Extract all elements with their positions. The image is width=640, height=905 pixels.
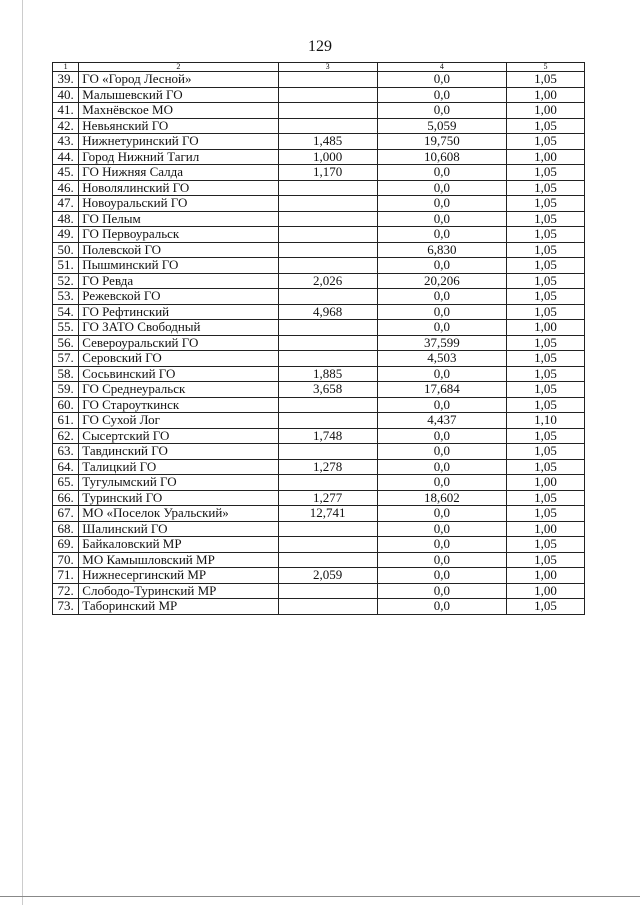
column-3-value-cell — [278, 413, 377, 429]
column-3-value-cell — [278, 583, 377, 599]
column-3-value-cell: 1,170 — [278, 165, 377, 181]
row-number-cell: 59. — [53, 382, 79, 398]
column-3-value-cell: 4,968 — [278, 304, 377, 320]
municipality-name-cell: ГО «Город Лесной» — [79, 72, 278, 88]
row-number-cell: 69. — [53, 537, 79, 553]
table-row — [53, 118, 585, 134]
column-3-value-cell — [278, 103, 377, 119]
column-4-value-cell: 0,0 — [377, 227, 506, 243]
row-number-cell: 73. — [53, 599, 79, 615]
municipality-name-cell: Новолялинский ГО — [79, 180, 278, 196]
column-3-value-cell — [278, 599, 377, 615]
row-number-cell: 70. — [53, 552, 79, 568]
row-number-cell: 47. — [53, 196, 79, 212]
column-5-value-cell: 1,05 — [507, 227, 585, 243]
row-number-cell: 41. — [53, 103, 79, 119]
column-4-value-cell: 0,0 — [377, 537, 506, 553]
municipality-name-cell: Тавдинский ГО — [79, 444, 278, 460]
column-3-value-cell — [278, 444, 377, 460]
column-3-value-cell — [278, 537, 377, 553]
column-5-value-cell: 1,05 — [507, 490, 585, 506]
column-3-value-cell — [278, 180, 377, 196]
column-header-3: 3 — [278, 63, 377, 72]
column-3-value-cell: 1,277 — [278, 490, 377, 506]
column-4-value-cell: 0,0 — [377, 475, 506, 491]
column-3-value-cell — [278, 397, 377, 413]
table-row — [53, 196, 585, 212]
table-row — [53, 413, 585, 429]
row-number-cell: 67. — [53, 506, 79, 522]
column-4-value-cell: 0,0 — [377, 72, 506, 88]
column-5-value-cell: 1,05 — [507, 211, 585, 227]
municipality-name-cell: ГО Рефтинский — [79, 304, 278, 320]
table-row — [53, 459, 585, 475]
column-5-value-cell: 1,05 — [507, 118, 585, 134]
column-3-value-cell: 1,748 — [278, 428, 377, 444]
column-4-value-cell: 0,0 — [377, 196, 506, 212]
row-number-cell: 55. — [53, 320, 79, 336]
table-row — [53, 490, 585, 506]
column-4-value-cell: 0,0 — [377, 165, 506, 181]
municipality-name-cell: Тугулымский ГО — [79, 475, 278, 491]
column-4-value-cell: 0,0 — [377, 211, 506, 227]
column-5-value-cell: 1,00 — [507, 475, 585, 491]
column-3-value-cell — [278, 196, 377, 212]
column-5-value-cell: 1,05 — [507, 366, 585, 382]
table-row — [53, 599, 585, 615]
column-3-value-cell — [278, 289, 377, 305]
column-5-value-cell: 1,05 — [507, 273, 585, 289]
column-4-value-cell: 0,0 — [377, 397, 506, 413]
row-number-cell: 66. — [53, 490, 79, 506]
column-5-value-cell: 1,05 — [507, 537, 585, 553]
table-row — [53, 583, 585, 599]
column-5-value-cell: 1,05 — [507, 459, 585, 475]
column-header-row — [53, 63, 585, 72]
column-3-value-cell — [278, 335, 377, 351]
column-4-value-cell: 0,0 — [377, 599, 506, 615]
column-5-value-cell: 1,05 — [507, 72, 585, 88]
column-4-value-cell: 5,059 — [377, 118, 506, 134]
column-3-value-cell — [278, 211, 377, 227]
row-number-cell: 71. — [53, 568, 79, 584]
table-row — [53, 397, 585, 413]
municipality-name-cell: ГО Пелым — [79, 211, 278, 227]
table-row — [53, 304, 585, 320]
municipality-name-cell: Туринский ГО — [79, 490, 278, 506]
municipality-name-cell: Талицкий ГО — [79, 459, 278, 475]
row-number-cell: 51. — [53, 258, 79, 274]
column-4-value-cell: 0,0 — [377, 320, 506, 336]
column-header-4: 4 — [377, 63, 506, 72]
column-3-value-cell: 12,741 — [278, 506, 377, 522]
column-3-value-cell — [278, 521, 377, 537]
column-5-value-cell: 1,10 — [507, 413, 585, 429]
table-row — [53, 428, 585, 444]
municipality-name-cell: ГО Староуткинск — [79, 397, 278, 413]
column-5-value-cell: 1,05 — [507, 196, 585, 212]
table-row — [53, 351, 585, 367]
municipality-name-cell: Город Нижний Тагил — [79, 149, 278, 165]
column-4-value-cell: 0,0 — [377, 444, 506, 460]
column-3-value-cell — [278, 242, 377, 258]
table-row — [53, 72, 585, 88]
row-number-cell: 58. — [53, 366, 79, 382]
column-5-value-cell: 1,00 — [507, 87, 585, 103]
column-5-value-cell: 1,05 — [507, 552, 585, 568]
table-row — [53, 289, 585, 305]
table-row — [53, 149, 585, 165]
column-3-value-cell: 1,885 — [278, 366, 377, 382]
column-3-value-cell: 1,278 — [278, 459, 377, 475]
column-4-value-cell: 37,599 — [377, 335, 506, 351]
table-row — [53, 227, 585, 243]
municipality-name-cell: ГО Среднеуральск — [79, 382, 278, 398]
column-3-value-cell — [278, 320, 377, 336]
column-5-value-cell: 1,05 — [507, 304, 585, 320]
column-4-value-cell: 0,0 — [377, 289, 506, 305]
column-4-value-cell: 20,206 — [377, 273, 506, 289]
column-4-value-cell: 0,0 — [377, 180, 506, 196]
column-4-value-cell: 10,608 — [377, 149, 506, 165]
column-3-value-cell — [278, 475, 377, 491]
column-3-value-cell: 3,658 — [278, 382, 377, 398]
column-header-2: 2 — [79, 63, 278, 72]
column-5-value-cell: 1,05 — [507, 289, 585, 305]
column-3-value-cell — [278, 72, 377, 88]
table-row — [53, 134, 585, 150]
column-3-value-cell: 1,000 — [278, 149, 377, 165]
row-number-cell: 45. — [53, 165, 79, 181]
column-4-value-cell: 0,0 — [377, 552, 506, 568]
column-5-value-cell: 1,05 — [507, 444, 585, 460]
column-4-value-cell: 0,0 — [377, 304, 506, 320]
municipality-name-cell: Невьянский ГО — [79, 118, 278, 134]
row-number-cell: 39. — [53, 72, 79, 88]
row-number-cell: 62. — [53, 428, 79, 444]
column-5-value-cell: 1,05 — [507, 506, 585, 522]
column-4-value-cell: 19,750 — [377, 134, 506, 150]
scan-bottom-edge — [0, 896, 640, 897]
table-row — [53, 568, 585, 584]
row-number-cell: 65. — [53, 475, 79, 491]
column-3-value-cell: 1,485 — [278, 134, 377, 150]
table-row — [53, 537, 585, 553]
column-4-value-cell: 0,0 — [377, 87, 506, 103]
table-body — [53, 72, 585, 615]
municipality-name-cell: ГО Нижняя Салда — [79, 165, 278, 181]
table-row — [53, 506, 585, 522]
column-4-value-cell: 4,503 — [377, 351, 506, 367]
municipality-name-cell: ГО Ревда — [79, 273, 278, 289]
column-5-value-cell: 1,05 — [507, 382, 585, 398]
municipality-name-cell: Сосьвинский ГО — [79, 366, 278, 382]
table-row — [53, 103, 585, 119]
row-number-cell: 54. — [53, 304, 79, 320]
column-3-value-cell: 2,059 — [278, 568, 377, 584]
column-4-value-cell: 0,0 — [377, 258, 506, 274]
municipality-name-cell: Пышминский ГО — [79, 258, 278, 274]
column-header-1: 1 — [53, 63, 79, 72]
table-row — [53, 87, 585, 103]
municipality-name-cell: Режевской ГО — [79, 289, 278, 305]
table-row — [53, 475, 585, 491]
row-number-cell: 50. — [53, 242, 79, 258]
column-header-5: 5 — [507, 63, 585, 72]
column-5-value-cell: 1,00 — [507, 583, 585, 599]
table-row — [53, 180, 585, 196]
row-number-cell: 48. — [53, 211, 79, 227]
column-3-value-cell — [278, 227, 377, 243]
row-number-cell: 40. — [53, 87, 79, 103]
municipality-name-cell: Махнёвское МО — [79, 103, 278, 119]
row-number-cell: 63. — [53, 444, 79, 460]
row-number-cell: 61. — [53, 413, 79, 429]
municipality-name-cell: МО «Поселок Уральский» — [79, 506, 278, 522]
row-number-cell: 64. — [53, 459, 79, 475]
column-3-value-cell — [278, 552, 377, 568]
table-row — [53, 320, 585, 336]
municipality-name-cell: Серовский ГО — [79, 351, 278, 367]
table-row — [53, 444, 585, 460]
column-5-value-cell: 1,00 — [507, 320, 585, 336]
column-4-value-cell: 0,0 — [377, 506, 506, 522]
column-5-value-cell: 1,05 — [507, 134, 585, 150]
column-4-value-cell: 0,0 — [377, 583, 506, 599]
page-number: 129 — [308, 38, 332, 55]
municipality-name-cell: ГО ЗАТО Свободный — [79, 320, 278, 336]
municipality-name-cell: Таборинский МР — [79, 599, 278, 615]
column-5-value-cell: 1,00 — [507, 149, 585, 165]
scan-left-edge — [22, 0, 23, 905]
column-5-value-cell: 1,05 — [507, 335, 585, 351]
table-row — [53, 552, 585, 568]
row-number-cell: 42. — [53, 118, 79, 134]
table-row — [53, 165, 585, 181]
column-4-value-cell: 0,0 — [377, 103, 506, 119]
municipality-name-cell: МО Камышловский МР — [79, 552, 278, 568]
row-number-cell: 57. — [53, 351, 79, 367]
column-4-value-cell: 6,830 — [377, 242, 506, 258]
row-number-cell: 44. — [53, 149, 79, 165]
table-row — [53, 366, 585, 382]
data-table — [52, 62, 585, 615]
table-row — [53, 521, 585, 537]
column-5-value-cell: 1,05 — [507, 180, 585, 196]
row-number-cell: 60. — [53, 397, 79, 413]
column-5-value-cell: 1,05 — [507, 242, 585, 258]
column-5-value-cell: 1,05 — [507, 428, 585, 444]
column-4-value-cell: 0,0 — [377, 428, 506, 444]
column-5-value-cell: 1,05 — [507, 165, 585, 181]
row-number-cell: 68. — [53, 521, 79, 537]
column-5-value-cell: 1,00 — [507, 103, 585, 119]
column-4-value-cell: 4,437 — [377, 413, 506, 429]
column-5-value-cell: 1,05 — [507, 599, 585, 615]
row-number-cell: 43. — [53, 134, 79, 150]
column-5-value-cell: 1,05 — [507, 397, 585, 413]
table-row — [53, 335, 585, 351]
municipality-name-cell: Байкаловский МР — [79, 537, 278, 553]
row-number-cell: 46. — [53, 180, 79, 196]
column-4-value-cell: 18,602 — [377, 490, 506, 506]
column-3-value-cell: 2,026 — [278, 273, 377, 289]
column-5-value-cell: 1,05 — [507, 351, 585, 367]
table-row — [53, 242, 585, 258]
row-number-cell: 72. — [53, 583, 79, 599]
municipality-name-cell: Североуральский ГО — [79, 335, 278, 351]
column-3-value-cell — [278, 258, 377, 274]
row-number-cell: 52. — [53, 273, 79, 289]
column-4-value-cell: 0,0 — [377, 568, 506, 584]
column-3-value-cell — [278, 351, 377, 367]
municipality-name-cell: Нижнетуринский ГО — [79, 134, 278, 150]
column-3-value-cell — [278, 87, 377, 103]
municipality-name-cell: Слободо-Туринский МР — [79, 583, 278, 599]
municipality-name-cell: Нижнесергинский МР — [79, 568, 278, 584]
table-row — [53, 211, 585, 227]
column-5-value-cell: 1,00 — [507, 521, 585, 537]
row-number-cell: 56. — [53, 335, 79, 351]
column-4-value-cell: 17,684 — [377, 382, 506, 398]
row-number-cell: 49. — [53, 227, 79, 243]
municipality-name-cell: Шалинский ГО — [79, 521, 278, 537]
table-row — [53, 382, 585, 398]
column-3-value-cell — [278, 118, 377, 134]
column-4-value-cell: 0,0 — [377, 521, 506, 537]
column-4-value-cell: 0,0 — [377, 366, 506, 382]
municipality-name-cell: Сысертский ГО — [79, 428, 278, 444]
column-5-value-cell: 1,05 — [507, 258, 585, 274]
column-4-value-cell: 0,0 — [377, 459, 506, 475]
table-row — [53, 258, 585, 274]
municipality-name-cell: Полевской ГО — [79, 242, 278, 258]
municipality-name-cell: Малышевский ГО — [79, 87, 278, 103]
table-row — [53, 273, 585, 289]
municipality-name-cell: Новоуральский ГО — [79, 196, 278, 212]
municipality-name-cell: ГО Сухой Лог — [79, 413, 278, 429]
municipality-name-cell: ГО Первоуральск — [79, 227, 278, 243]
row-number-cell: 53. — [53, 289, 79, 305]
column-5-value-cell: 1,00 — [507, 568, 585, 584]
